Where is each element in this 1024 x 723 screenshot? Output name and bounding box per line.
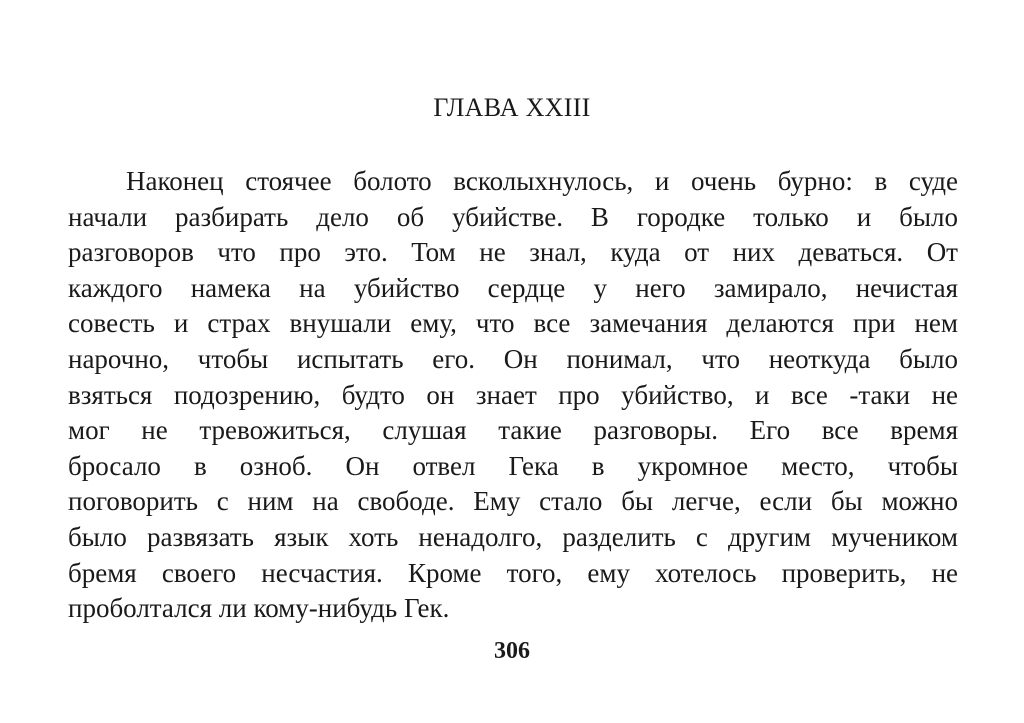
text-line: разговоров что про это. Том не знал, куда от них деваться. От: [68, 237, 958, 268]
text-line: мог не тревожиться, слушая такие разговоры. Его все время: [68, 415, 958, 446]
text-line: было развязать язык хоть ненадолго, разделить с другим мучеником: [68, 521, 958, 552]
text-line: совесть и страх внушали ему, что все замечания делаются при нем: [68, 308, 958, 339]
text-line: поговорить с ним на свободе. Ему стало бы легче, если бы можно: [68, 486, 958, 517]
text-line: нарочно, чтобы испытать его. Он понимал, что неоткуда было: [68, 343, 958, 374]
text-line: бремя своего несчастия. Кроме того, ему хотелось проверить, не: [68, 557, 958, 588]
text-line: проболтался ли кому-нибудь Гек.: [68, 593, 450, 624]
text-line: взяться подозрению, будто он знает про убийство, и все -таки не: [68, 379, 958, 410]
paragraph: [68, 164, 958, 627]
text-line: Наконец стоячее болото всколыхнулось, и очень бурно: в суде: [126, 166, 958, 196]
text-line: каждого намека на убийство сердце у него замирало, нечистая: [68, 272, 958, 303]
text-line: бросало в озноб. Он отвел Гека в укромное место, чтобы: [68, 450, 958, 481]
text-line: начали разбирать дело об убийстве. В городке только и было: [68, 201, 958, 232]
page-number: 306: [494, 638, 530, 664]
chapter-title: ГЛАВА XXIII: [433, 93, 591, 122]
